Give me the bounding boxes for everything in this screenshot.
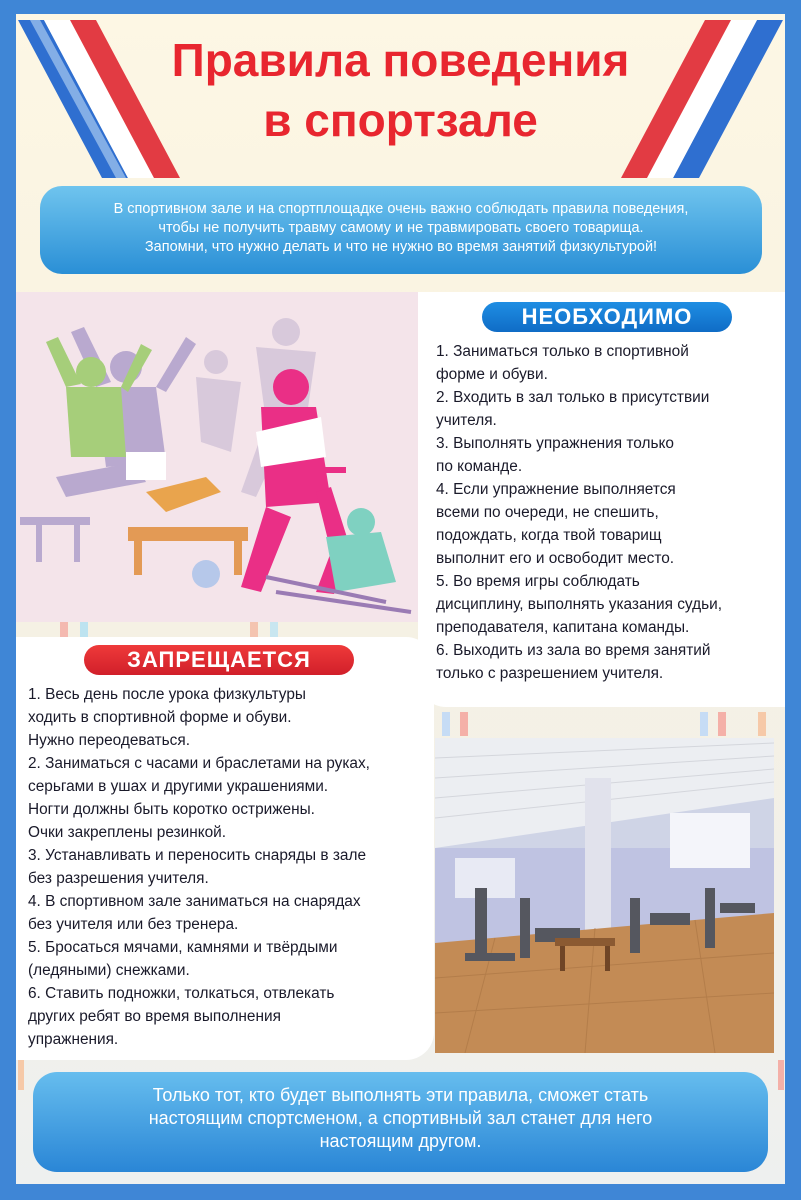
list-item: выполнит его и освободит место.: [436, 550, 675, 567]
list-item: упражнения.: [28, 1031, 119, 1048]
intro-panel: [40, 186, 762, 274]
list-item: форме и обуви.: [436, 366, 548, 383]
list-item: без разрешения учителя.: [28, 870, 209, 887]
list-item: преподавателя, капитана команды.: [436, 619, 690, 636]
outro-line: настоящим другом.: [319, 1131, 482, 1151]
forbidden-list: [28, 683, 370, 1051]
list-item: Нужно переодеваться.: [28, 732, 190, 749]
list-item: учителя.: [436, 412, 497, 429]
list-item: без учителя или без тренера.: [28, 916, 239, 933]
necessary-heading: НЕОБХОДИМО: [482, 302, 732, 332]
list-item: 5. Во время игры соблюдать: [436, 573, 640, 590]
intro-line: Запомни, что нужно делать и что не нужно во время занятий физкультурой!: [144, 239, 658, 255]
list-item: 2. Заниматься с часами и браслетами на руках,: [28, 755, 370, 772]
necessary-list: [436, 340, 722, 685]
list-item: других ребят во время выполнения: [28, 1008, 281, 1025]
list-item: (ледяными) снежками.: [28, 962, 190, 979]
list-item: 4. В спортивном зале заниматься на снарядах: [28, 893, 361, 910]
title-line: Правила поведения: [171, 34, 630, 86]
outro-line: настоящим спортсменом, а спортивный зал станет для него: [148, 1108, 653, 1128]
list-item: 6. Выходить из зала во время занятий: [436, 642, 711, 659]
list-item: 2. Входить в зал только в присутствии: [436, 389, 710, 406]
forbidden-heading: ЗАПРЕЩАЕТСЯ: [84, 645, 354, 675]
list-item: подождать, когда твой товарищ: [436, 527, 662, 544]
list-item: 4. Если упражнение выполняется: [436, 481, 676, 498]
list-item: 3. Устанавливать и переносить снаряды в зале: [28, 847, 366, 864]
list-item: 1. Заниматься только в спортивной: [436, 343, 689, 360]
list-item: 5. Бросаться мячами, камнями и твёрдыми: [28, 939, 338, 956]
list-item: только с разрешением учителя.: [436, 665, 664, 682]
page-title: [120, 30, 681, 150]
list-item: 6. Ставить подножки, толкаться, отвлекать: [28, 985, 335, 1002]
list-item: Очки закреплены резинкой.: [28, 824, 227, 841]
intro-line: В спортивном зале и на спортплощадке очень важно соблюдать правила поведения,: [113, 201, 689, 217]
list-item: 1. Весь день после урока физкультуры: [28, 686, 306, 703]
gym-photo: [435, 738, 774, 1053]
intro-line: чтобы не получить травму самому и не травмировать своего товарища.: [158, 220, 644, 236]
list-item: 3. Выполнять упражнения только: [436, 435, 674, 452]
outro-line: Только тот, кто будет выполнять эти правила, сможет стать: [152, 1085, 649, 1105]
title-line: в спортзале: [263, 94, 538, 146]
list-item: по команде.: [436, 458, 523, 475]
list-item: всеми по очереди, не спешить,: [436, 504, 659, 521]
list-item: Ногти должны быть коротко острижены.: [28, 801, 315, 818]
list-item: серьгами в ушах и другими украшениями.: [28, 778, 329, 795]
list-item: ходить в спортивной форме и обуви.: [28, 709, 292, 726]
athletes-illustration: [16, 292, 418, 622]
list-item: дисциплину, выполнять указания судьи,: [436, 596, 722, 613]
outro-panel: [33, 1072, 768, 1172]
